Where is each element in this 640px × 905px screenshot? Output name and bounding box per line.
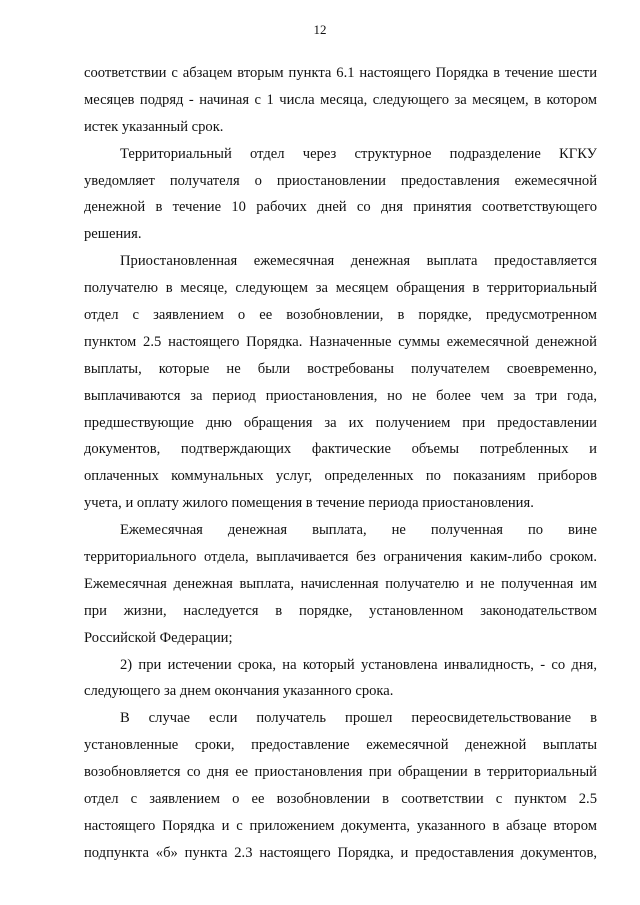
page-number: 12: [313, 22, 327, 37]
text-line: оплаченных коммунальных услуг, определенных по показаниям приборов: [84, 468, 597, 485]
text-line: соответствии с абзацем вторым пункта 6.1 настоящего Порядка в течение шести: [84, 65, 597, 81]
text-line: Приостановленная ежемесячная денежная выплата предоставляется: [120, 253, 597, 270]
document-body: [84, 60, 597, 867]
text-line: Ежемесячная денежная выплата, начисленная получателю и не полученная им: [84, 575, 597, 592]
text-line: 2) при истечении срока, на который установлена инвалидность, - со дня,: [120, 656, 597, 673]
text-line: истек указанный срок.: [84, 118, 224, 135]
paragraph: [84, 60, 597, 141]
text-line: установленные сроки, предоставление ежемесячной денежной выплаты: [84, 737, 597, 754]
text-line: возобновляется со дня ее приостановления при обращении в территориальный: [84, 764, 597, 781]
paragraph: [84, 141, 597, 249]
text-line: Ежемесячная денежная выплата, не полученная по вине: [120, 522, 597, 539]
text-line: Территориальный отдел через структурное подразделение КГКУ: [120, 145, 597, 162]
paragraph: [84, 517, 597, 651]
text-line: настоящего Порядка и с приложением документа, указанного в абзаце втором: [84, 817, 597, 834]
paragraph: [84, 248, 597, 517]
paragraph: [84, 652, 597, 706]
text-line: предшествующие дню обращения за их получением при предоставлении: [84, 414, 597, 431]
text-line: пунктом 2.5 настоящего Порядка. Назначенные суммы ежемесячной денежной: [84, 333, 597, 350]
text-line: подпункта «б» пункта 2.3 настоящего Порядка, и предоставления документов,: [84, 844, 597, 861]
text-line: следующего за днем окончания указанного срока.: [84, 683, 394, 700]
text-line: денежной в течение 10 рабочих дней со дня принятия соответствующего: [84, 199, 597, 216]
text-line: территориального отдела, выплачивается без ограничения каким-либо сроком.: [84, 549, 597, 566]
text-line: месяцев подряд - начиная с 1 числа месяца, следующего за месяцем, в котором: [84, 91, 597, 108]
text-line: решения.: [84, 226, 142, 243]
text-line: выплачиваются за период приостановления, но не более чем за три года,: [84, 387, 597, 404]
text-line: отдел с заявлением о ее возобновлении в соответствии с пунктом 2.5: [84, 791, 597, 808]
text-line: Российской Федерации;: [84, 629, 233, 646]
text-line: при жизни, наследуется в порядке, установленном законодательством: [84, 602, 597, 619]
text-line: учета, и оплату жилого помещения в течение периода приостановления.: [84, 495, 534, 512]
text-line: отдел с заявлением о ее возобновлении, в порядке, предусмотренном: [84, 307, 597, 324]
text-line: В случае если получатель прошел переосвидетельствование в: [120, 710, 597, 727]
text-line: документов, подтверждающих фактические объемы потребленных и: [84, 441, 597, 458]
text-line: выплаты, которые не были востребованы получателем своевременно,: [84, 360, 597, 377]
text-line: уведомляет получателя о приостановлении предоставления ежемесячной: [84, 172, 597, 189]
paragraph: [84, 705, 597, 866]
text-line: получателю в месяце, следующем за месяцем обращения в территориальный: [84, 280, 597, 297]
